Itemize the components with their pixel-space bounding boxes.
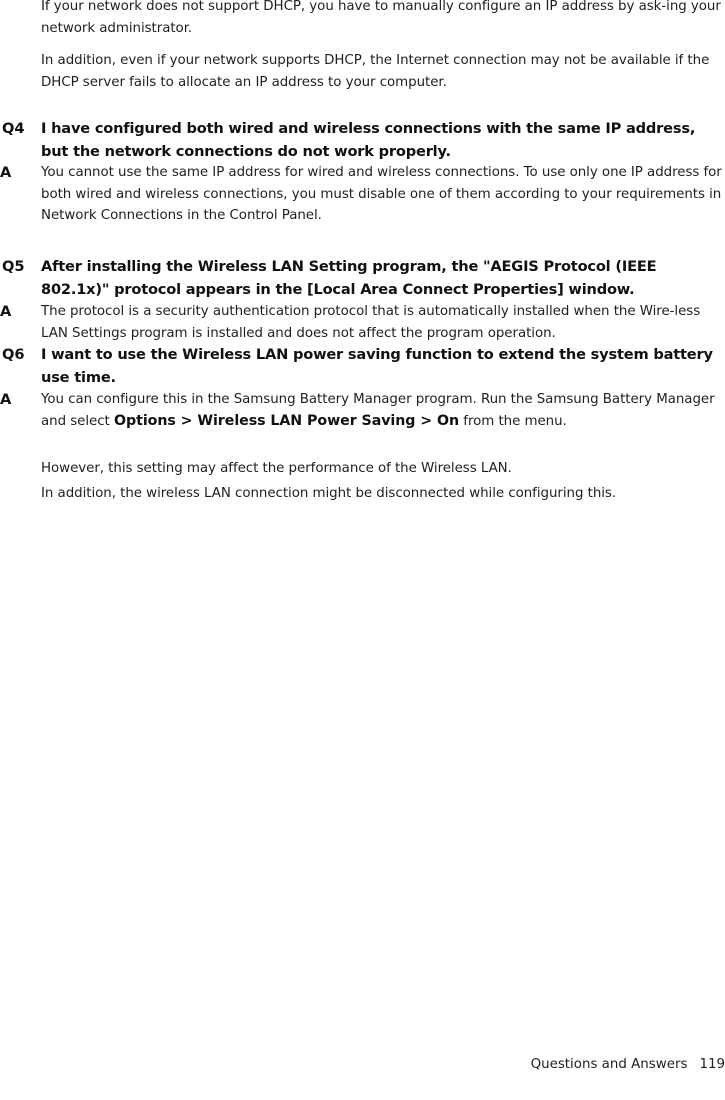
answer-text: The protocol is a security authentication protocol that is automatically installed when the Wire-less LAN Settings program is installed and does not affect the program operation. — [41, 304, 701, 341]
page-number: 119 — [699, 1057, 725, 1072]
question-text: I want to use the Wireless LAN power saving function to extend the system battery use time. — [41, 346, 713, 386]
menu-path: Options > Wireless LAN Power Saving > On — [113, 412, 460, 429]
question-number: Q5 — [2, 258, 25, 275]
answer-label: A — [0, 303, 12, 320]
intro-paragraph-2: In addition, even if your network supports DHCP, the Internet connection may not be available if the DHCP server fails to allocate an IP address to your computer. — [41, 53, 710, 90]
footer-section-title: Questions and Answers — [530, 1057, 688, 1072]
answer-text-prefix: You can configure this in the Samsung Battery Manager program. Run the Samsung Battery Manager and select — [41, 392, 715, 429]
answer-note-2: In addition, the wireless LAN connection might be disconnected while configuring this. — [41, 486, 617, 501]
intro-paragraph-1: If your network does not support DHCP, you have to manually configure an IP address by ask-ing your network administrator. — [41, 0, 721, 36]
answer-text: You cannot use the same IP address for wired and wireless connections. To use only one IP address for both wired and wireless connections, you must disable one of them according to your requirements in Network Connections in the Control Panel. — [41, 165, 722, 223]
answer-label: A — [0, 164, 12, 181]
answer-note-1: However, this setting may affect the performance of the Wireless LAN. — [41, 461, 512, 476]
answer-text — [41, 389, 725, 432]
question-text: I have configured both wired and wireless connections with the same IP address, but the network connections do not work properly. — [41, 120, 696, 160]
question-number: Q4 — [2, 120, 25, 137]
question-text: After installing the Wireless LAN Setting program, the "AEGIS Protocol (IEEE 802.1x)" protocol appears in the [Local Area Connect Properties] window. — [41, 258, 657, 298]
answer-label: A — [0, 391, 12, 408]
answer-text-suffix: from the menu. — [463, 413, 567, 429]
page-footer — [531, 1055, 725, 1075]
question-number: Q6 — [2, 346, 25, 363]
